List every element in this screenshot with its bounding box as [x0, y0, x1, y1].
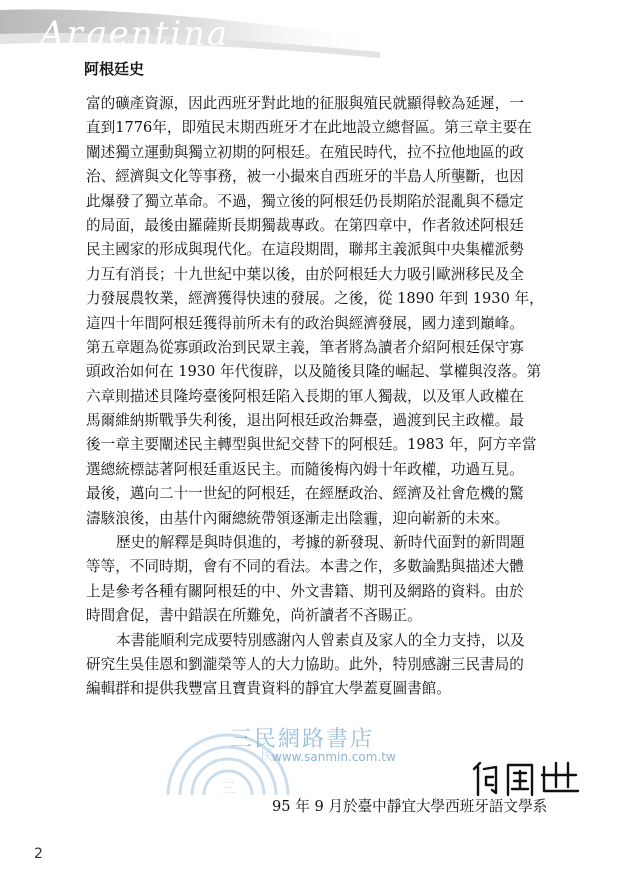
text-line: 編輯群和提供我豐富且寶貴資料的靜宜大學蓋夏圖書館。 [86, 680, 451, 698]
page-number: 2 [34, 846, 43, 862]
text-line: 濤駭浪後，由基什內爾總統帶領逐漸走出陰霾，迎向嶄新的未來。 [86, 509, 510, 527]
text-line: 六章則描述貝隆垮臺後阿根廷陷入長期的軍人獨裁，以及軍人政權在 [86, 387, 524, 405]
text-line: 歷史的解釋是與時俱進的，考據的新發現、新時代面對的新問題 [116, 534, 525, 552]
watermark-store-name: 三民網路書店 [230, 727, 375, 752]
text-line: 闡述獨立運動與獨立初期的阿根廷。在殖民時代，拉不拉他地區的政 [86, 143, 524, 161]
body-text [86, 92, 562, 702]
signature-line: 95 年 9 月於臺中靜宜大學西班牙語文學系 [272, 798, 548, 815]
text-line: 等等，不同時期，會有不同的看法。本書之作，多數論點與描述大體 [86, 558, 524, 576]
text-line: 此爆發了獨立革命。不過，獨立後的阿根廷仍長期陷於混亂與不穩定 [86, 192, 524, 210]
text-line: 第五章題為從寡頭政治到民眾主義，筆者將為讀者介紹阿根廷保守寡 [86, 338, 524, 356]
text-line: 這四十年間阿根廷獲得前所未有的政治與經濟發展，國力達到巔峰。 [86, 314, 524, 332]
watermark-left-char: 三 [221, 781, 235, 797]
text-line: 研究生吳佳恩和劉瀧榮等人的大力協助。此外，特別感謝三民書局的 [86, 655, 524, 673]
text-line: 治、經濟與文化等事務，被一小撮來自西班牙的半島人所壟斷，也因 [86, 168, 524, 186]
text-line: 民主國家的形成與現代化。在這段期間，聯邦主義派與中央集權派勢 [86, 241, 524, 259]
text-line: 力互有消長；十九世紀中葉以後，由於阿根廷大力吸引歐洲移民及全 [86, 265, 524, 283]
header-script-logo: Argentina [40, 14, 230, 54]
text-line: 的局面，最後由羅薩斯長期獨裁專政。在第四章中，作者敘述阿根廷 [86, 216, 524, 234]
book-title: 阿根廷史 [84, 60, 145, 78]
text-line: 時間倉促，書中錯誤在所難免，尚祈讀者不吝賜正。 [86, 607, 422, 625]
paragraph-3 [86, 629, 562, 702]
text-line: 選總統標誌著阿根廷重返民主。而隨後梅內姆十年政權，功過互見。 [86, 460, 524, 478]
text-line: 最後，邁向二十一世紀的阿根廷，在經歷政治、經濟及社會危機的驚 [86, 485, 524, 503]
text-line: 富的礦產資源，因此西班牙對此地的征服與殖民就顯得較為延遲，一 [86, 95, 524, 112]
text-line: 直到1776年，即殖民末期西班牙才在此地設立總督區。第三章主要在 [86, 119, 532, 137]
text-line: 本書能順利完成要特別感謝內人曾素貞及家人的全力支持，以及 [116, 631, 525, 649]
watermark-url: www.sanmin.com.tw [272, 750, 396, 764]
text-line: 馬爾維納斯戰爭失利後，退出阿根廷政治舞臺，過渡到民主政權。最 [86, 412, 524, 430]
paragraph-1 [86, 92, 562, 531]
watermark-right-char: 民 [260, 748, 274, 764]
text-line: 力發展農牧業，經濟獲得快速的發展。之後，從 1890 年到 1930 年， [86, 290, 544, 308]
text-line: 後一章主要闡述民主轉型與世紀交替下的阿根廷。1983 年，阿方辛當 [86, 436, 537, 454]
paragraph-2 [86, 531, 562, 629]
text-line: 頭政治如何在 1930 年代復辟，以及隨後貝隆的崛起、掌權與沒落。第 [86, 363, 542, 381]
text-line: 上是參考各種有關阿根廷的中、外文書籍、期刊及網路的資料。由於 [86, 582, 524, 600]
